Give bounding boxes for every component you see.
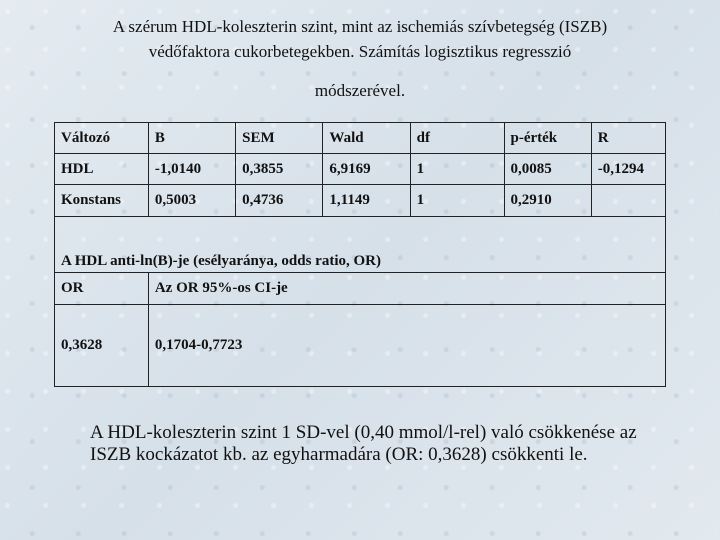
title-line-3: módszerével. [314, 81, 406, 100]
table-cell: 6,9169 [323, 154, 410, 185]
or-value-row [55, 305, 666, 387]
table-cell: -0,1294 [591, 154, 665, 185]
odds-ratio-note: A HDL anti-ln(B)-je (esélyaránya, odds ratio, OR) [55, 217, 666, 273]
table-cell: 0,0085 [504, 154, 591, 185]
table-cell: 1,1149 [323, 185, 410, 217]
table-cell: HDL [55, 154, 149, 185]
header-cell: Változó [55, 123, 149, 154]
table-row [55, 185, 666, 217]
table-cell: -1,0140 [148, 154, 235, 185]
regression-table [54, 122, 666, 387]
title-line-2: védőfaktora cukorbetegekben. Számítás logisztikus regresszió [148, 42, 572, 61]
table-row [55, 154, 666, 185]
conclusion-text: A HDL-koleszterin szint 1 SD-vel (0,40 mmol/l-rel) való csökkenése az ISZB kockázatot kb. az egyharmadára (OR: 0,3628) csökkenti le. [90, 422, 637, 465]
table-note-row [55, 217, 666, 273]
header-cell: SEM [236, 123, 323, 154]
header-cell: R [591, 123, 665, 154]
header-cell: p-érték [504, 123, 591, 154]
header-cell: B [148, 123, 235, 154]
table-cell: 1 [410, 154, 504, 185]
header-cell: Wald [323, 123, 410, 154]
table-cell: 0,5003 [148, 185, 235, 217]
table-cell: 0,2910 [504, 185, 591, 217]
table-cell: Konstans [55, 185, 149, 217]
table-header-row [55, 123, 666, 154]
ci-header-cell: Az OR 95%-os CI-je [148, 273, 665, 305]
table-cell [591, 185, 665, 217]
table-cell: 1 [410, 185, 504, 217]
or-value-cell: 0,3628 [55, 305, 149, 387]
slide-title [40, 14, 680, 64]
table-cell: 0,3855 [236, 154, 323, 185]
table-cell: 0,4736 [236, 185, 323, 217]
header-cell: df [410, 123, 504, 154]
or-header-row [55, 273, 666, 305]
ci-value-cell: 0,1704-0,7723 [148, 305, 665, 387]
or-header-cell: OR [55, 273, 149, 305]
title-line-1: A szérum HDL-koleszterin szint, mint az ischemiás szívbetegség (ISZB) [112, 17, 608, 36]
